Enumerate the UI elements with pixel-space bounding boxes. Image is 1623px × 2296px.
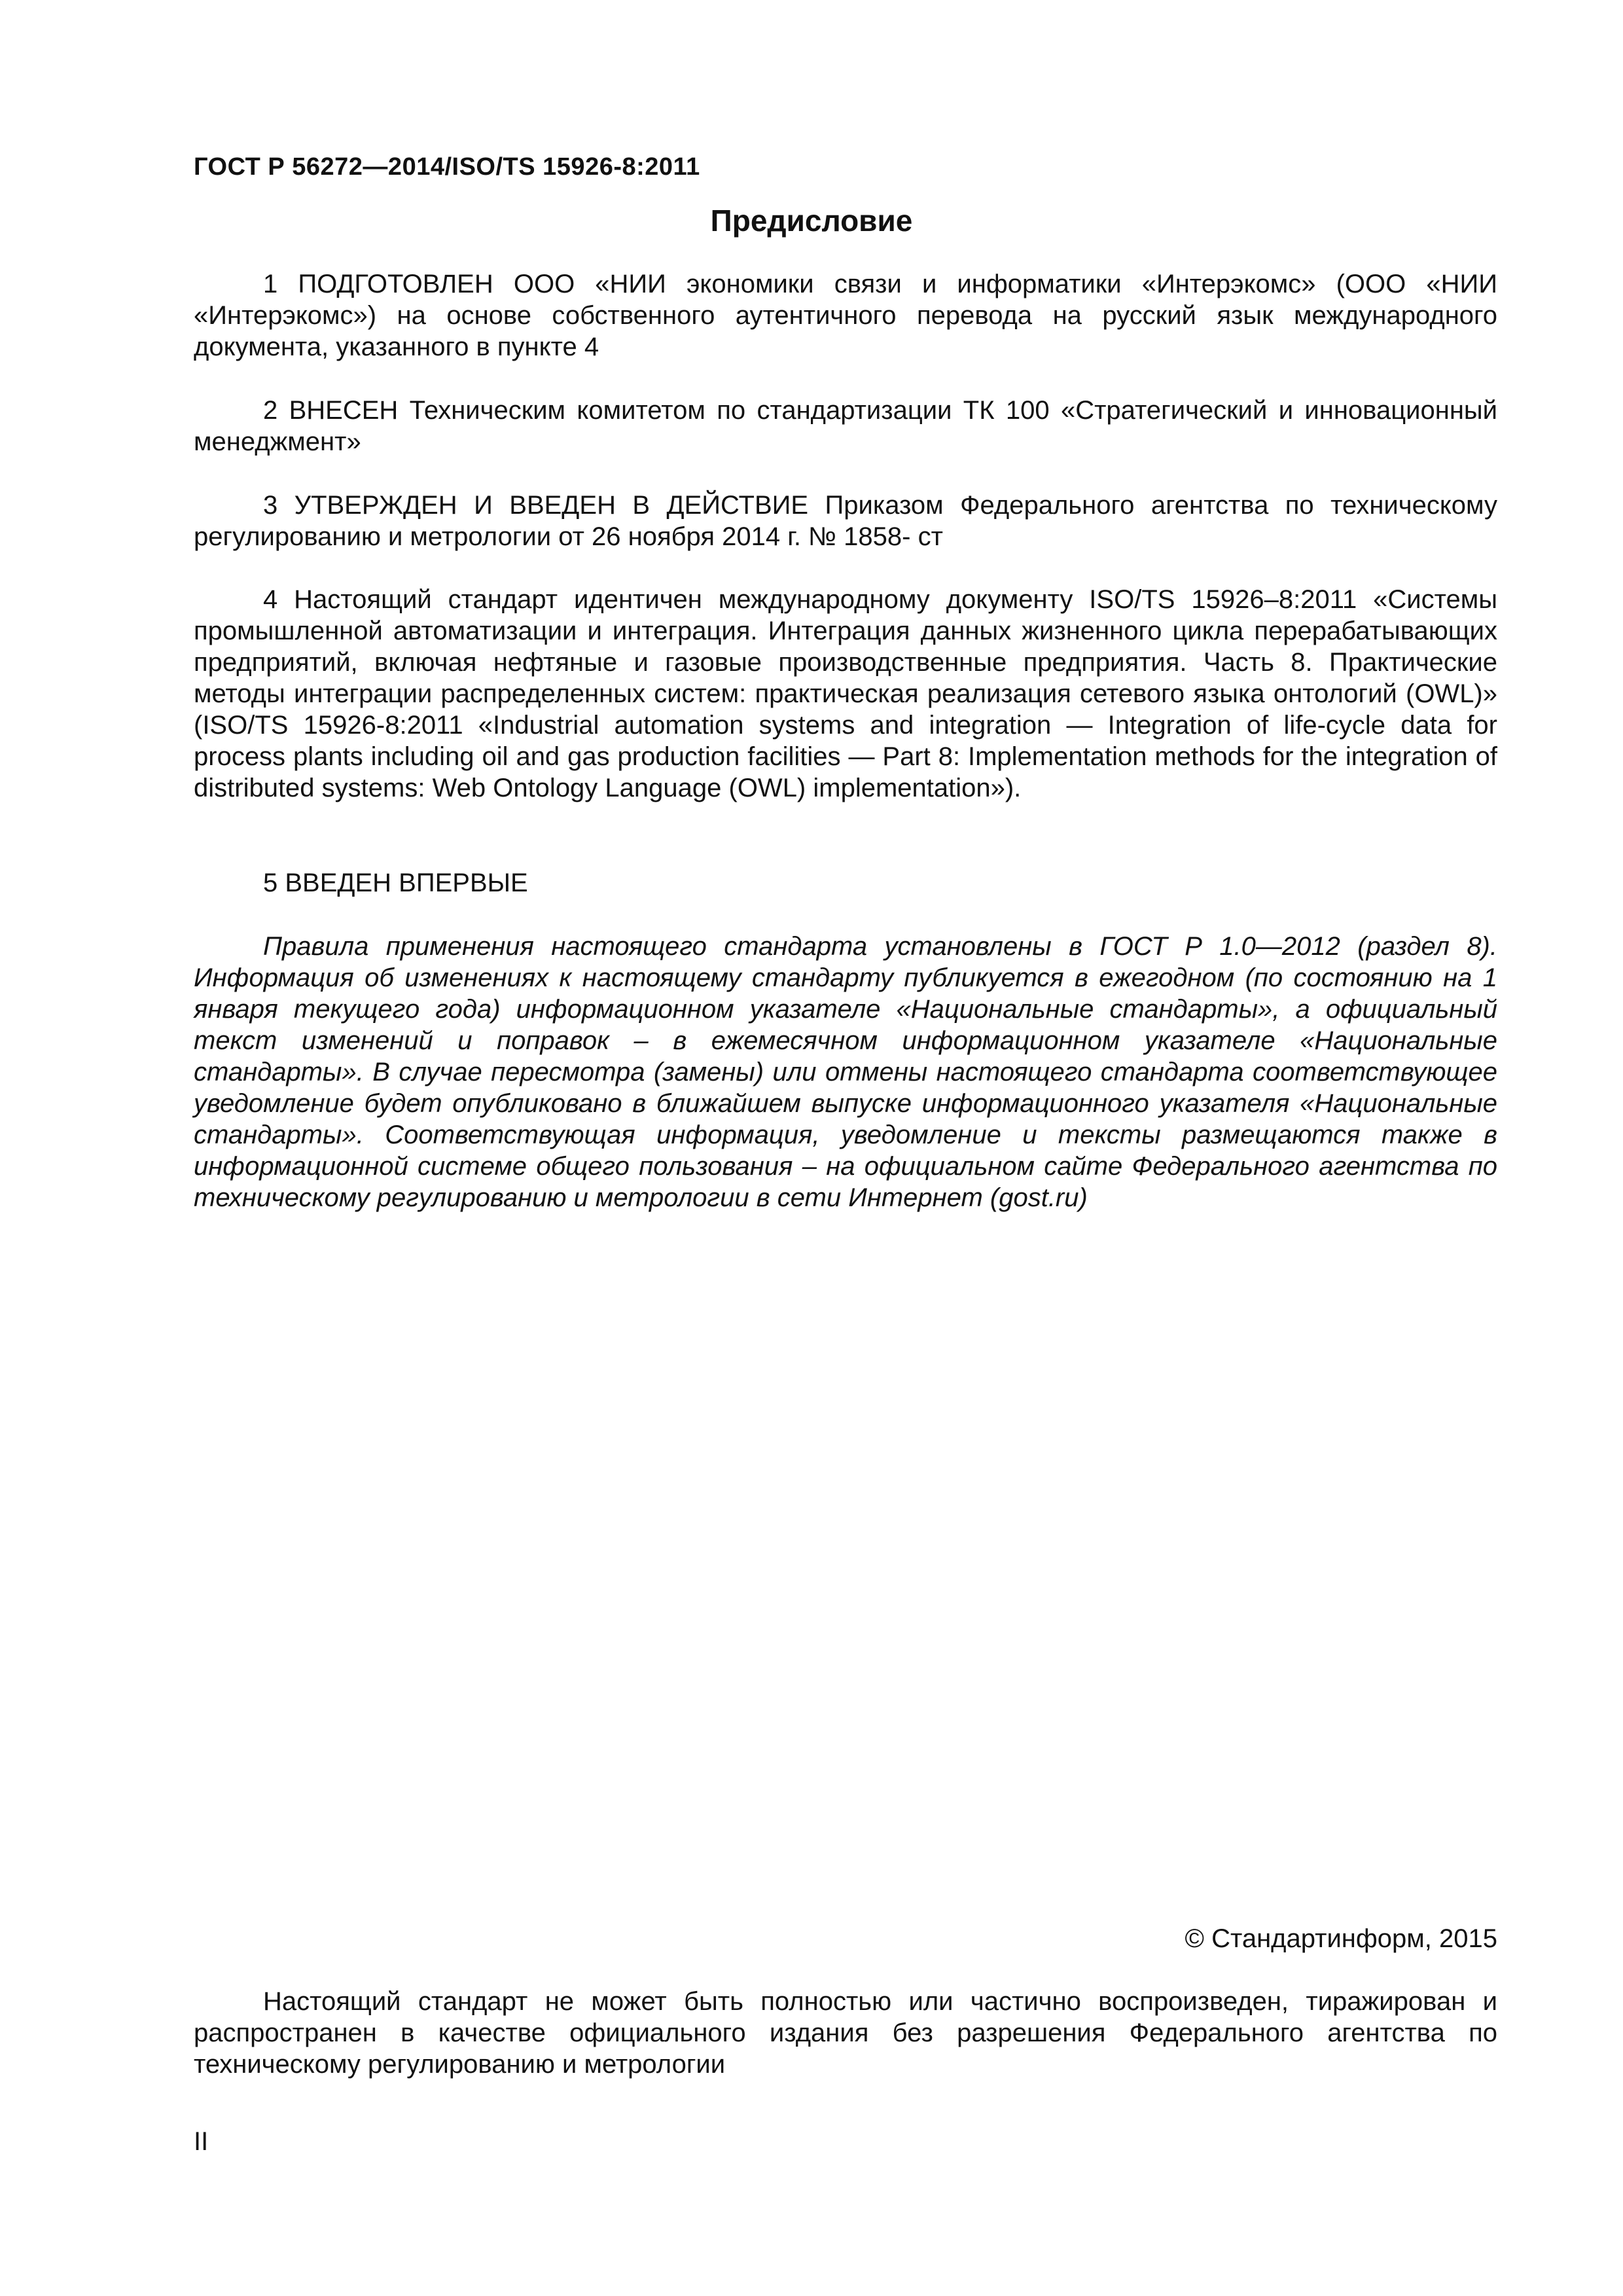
- section-title: Предисловие: [710, 204, 913, 238]
- paragraph-prepared-by: 1 ПОДГОТОВЛЕН ООО «НИИ экономики связи и информатики «Интерэкомс» (ООО «НИИ «Интерэкомс») на основе собственного аутентичного перевода на русский язык международного документа, указанного в пункте 4: [194, 270, 1497, 361]
- paragraph-identical-to: 4 Настоящий стандарт идентичен международному документу ISO/TS 15926–8:2011 «Системы промышленной автоматизации и интеграция. Интеграция данных жизненного цикла перерабатывающих предприятий, включая нефтяные и газовые производственные предприятия. Часть 8. Практические методы интеграции распределенных систем: практическая реализация сетевого языка онтологий (OWL)» (ISO/TS 15926-8:2011 «Industrial automation systems and integration — Integration of life-cycle data for process plants including oil and gas production facilities — Part 8: Implementation methods for the integration of distributed systems: Web Ontology Language (OWL) implementation»).: [194, 585, 1497, 802]
- paragraph-approved: 3 УТВЕРЖДЕН И ВВЕДЕН В ДЕЙСТВИЕ Приказом Федерального агентства по техническому регулированию и метрологии от 26 ноября 2014 г. № 1858- ст: [194, 491, 1497, 551]
- page-number: II: [194, 2127, 209, 2156]
- reproduction-notice: Настоящий стандарт не может быть полностью или частично воспроизведен, тиражирован и распространен в качестве официального издания без разрешения Федерального агентства по техническому регулированию и метрологии: [194, 1987, 1497, 2079]
- paragraph-introduced-by: 2 ВНЕСЕН Техническим комитетом по стандартизации ТК 100 «Стратегический и инновационный менеджмент»: [194, 396, 1497, 456]
- paragraph-first-introduced: 5 ВВЕДЕН ВПЕРВЫЕ: [263, 869, 528, 897]
- copyright-notice: © Стандартинформ, 2015: [1185, 1924, 1497, 1953]
- standard-code-header: ГОСТ Р 56272—2014/ISO/TS 15926-8:2011: [194, 153, 700, 181]
- paragraph-application-rules: Правила применения настоящего стандарта установлены в ГОСТ Р 1.0—2012 (раздел 8). Информация об изменениях к настоящему стандарту публикуется в ежегодном (по состоянию на 1 января текущего года) информационном указателе «Национальные стандарты», а официальный текст изменений и поправок – в ежемесячном информационном указателе «Национальные стандарты». В случае пересмотра (замены) или отмены настоящего стандарта соответствующее уведомление будет опубликовано в ближайшем выпуске информационного указателя «Национальные стандарты». Соответствующая информация, уведомление и тексты размещаются также в информационной системе общего пользования – на официальном сайте Федерального агентства по техническому регулированию и метрологии в сети Интернет (gost.ru): [194, 932, 1497, 1212]
